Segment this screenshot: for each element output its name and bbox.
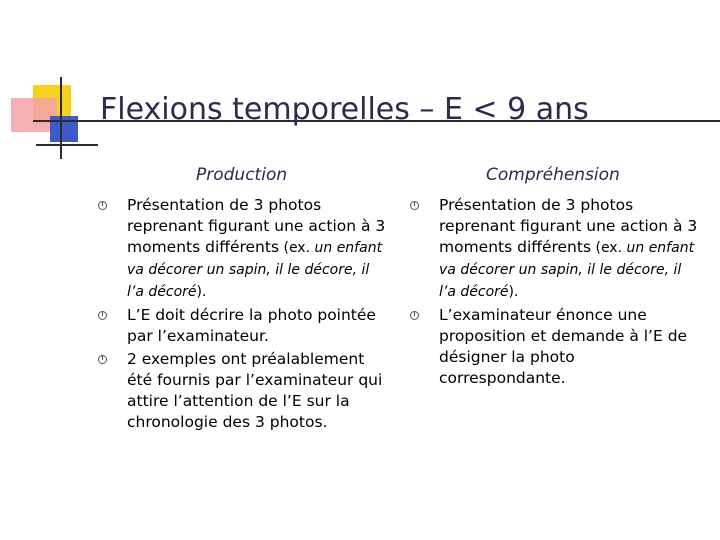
slide-title: Flexions temporelles – E < 9 ans: [100, 92, 589, 127]
comprehension-list: [410, 195, 700, 389]
comprehension-column: [410, 163, 700, 391]
comprehension-heading: Compréhension: [486, 165, 620, 185]
comprehension-item: Présentation de 3 photos reprenant figurant une action à 3 moments différents (ex. un enfant va décorer un sapin, il le décore, il l’a décoré).: [410, 195, 700, 303]
decor-vertical-line: [60, 77, 62, 159]
bullet-icon: [98, 201, 107, 210]
production-column: [98, 163, 388, 435]
bullet-icon: [98, 311, 107, 320]
production-list: [98, 195, 388, 433]
production-item: 2 exemples ont préalablement été fournis par l’examinateur qui attire l’attention de l’E sur la chronologie des 3 photos.: [98, 349, 388, 433]
comprehension-item: L’examinateur énonce une proposition et demande à l’E de désigner la photo correspondante.: [410, 305, 700, 389]
production-item: L’E doit décrire la photo pointée par l’examinateur.: [98, 305, 388, 347]
bullet-icon: [98, 355, 107, 364]
production-item: Présentation de 3 photos reprenant figurant une action à 3 moments différents (ex. un enfant va décorer un sapin, il le décore, il l’a décoré).: [98, 195, 388, 303]
decor-short-line: [36, 144, 98, 146]
production-heading: Production: [196, 165, 288, 185]
bullet-icon: [410, 201, 419, 210]
bullet-icon: [410, 311, 419, 320]
